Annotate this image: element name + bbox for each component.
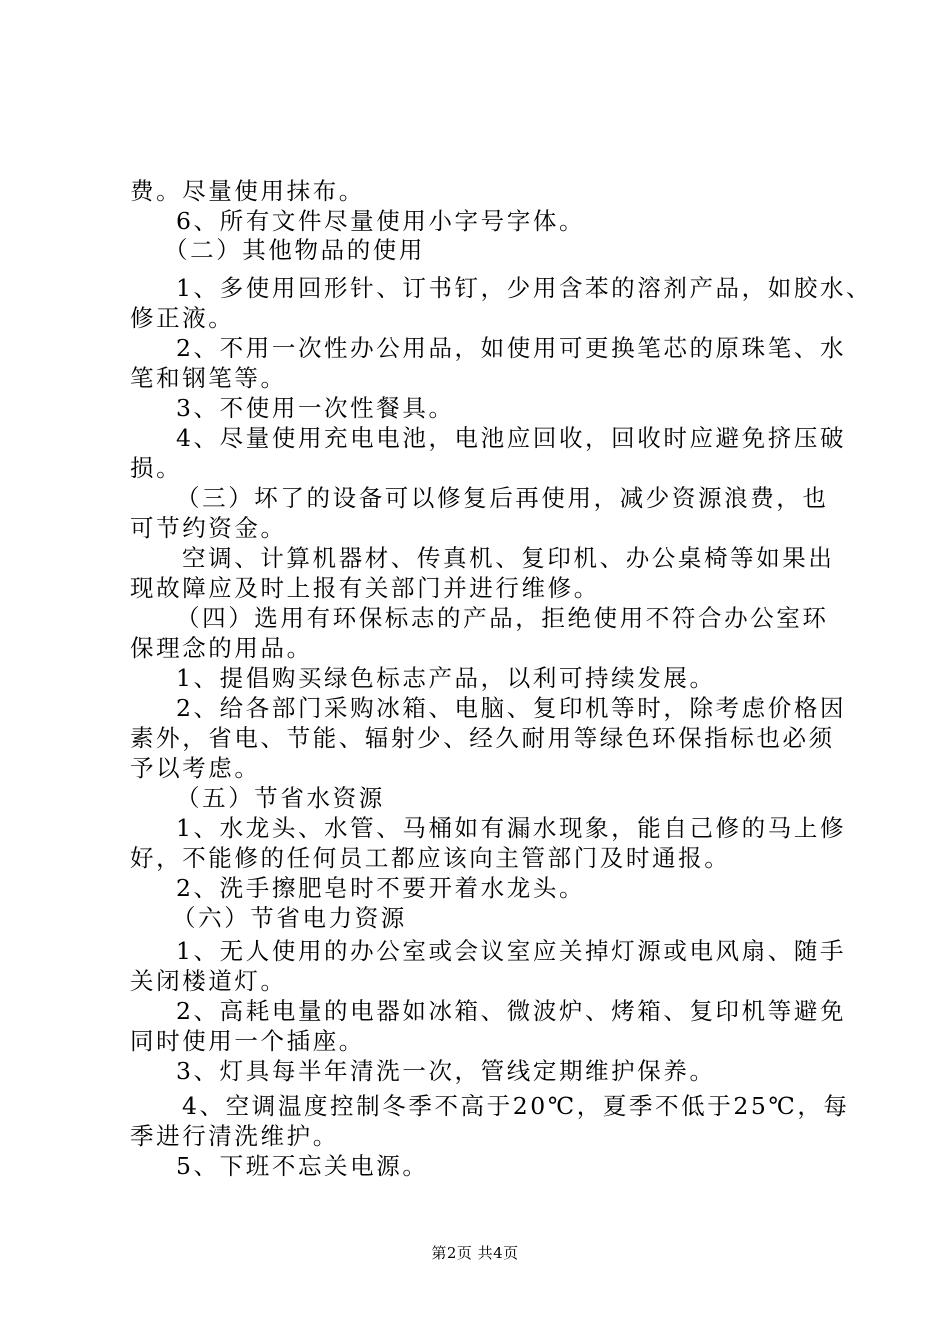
text-line: 2、洗手擦肥皂时不要开着水龙头。 <box>176 874 586 902</box>
section-heading: （五）节省水资源 <box>176 784 385 812</box>
text-line: 4、空调温度控制冬季不高于20℃，夏季不低于25℃，每 <box>182 1092 850 1120</box>
text-line: 3、灯具每半年清洗一次，管线定期维护保养。 <box>176 1057 716 1085</box>
text-line: 费。尽量使用抹布。 <box>130 177 365 205</box>
text-line: 2、高耗电量的电器如冰箱、微波炉、烤箱、复印机等避免 <box>176 997 847 1025</box>
text-line: 保理念的用品。 <box>130 634 313 662</box>
text-line: 修正液。 <box>130 304 235 332</box>
text-line: 笔和钢笔等。 <box>130 364 287 392</box>
text-line: 季进行清洗维护。 <box>130 1122 339 1150</box>
text-line: 可节约资金。 <box>130 514 287 542</box>
text-line: 1、多使用回形针、订书钉，少用含苯的溶剂产品，如胶水、 <box>176 274 873 302</box>
text-line: 予以考虑。 <box>130 754 261 782</box>
text-line: 损。 <box>130 454 183 482</box>
page-footer <box>0 1243 950 1263</box>
text-line: 6、所有文件尽量使用小字号字体。 <box>176 207 586 235</box>
text-line: 关闭楼道灯。 <box>130 967 287 995</box>
text-line: 1、无人使用的办公室或会议室应关掉灯源或电风扇、随手 <box>176 937 847 965</box>
text-line: 1、提倡购买绿色标志产品，以利可持续发展。 <box>176 664 716 692</box>
text-line: 2、给各部门采购冰箱、电脑、复印机等时，除考虑价格因 <box>176 694 847 722</box>
text-line: 素外，省电、节能、辐射少、经久耐用等绿色环保指标也必须 <box>130 724 835 752</box>
section-heading: （二）其他物品的使用 <box>164 236 425 264</box>
text-line: 3、不使用一次性餐具。 <box>176 394 455 422</box>
text-line: 5、下班不忘关电源。 <box>176 1152 429 1180</box>
section-heading: （四）选用有环保标志的产品，拒绝使用不符合办公室环 <box>176 604 829 632</box>
section-heading: （六）节省电力资源 <box>172 904 407 932</box>
text-line: 同时使用一个插座。 <box>130 1027 365 1055</box>
text-line: 空调、计算机器材、传真机、复印机、办公桌椅等如果出 <box>182 544 835 572</box>
page-indicator: 第2页 共4页 <box>431 1244 519 1262</box>
text-line: 2、不用一次性办公用品，如使用可更换笔芯的原珠笔、水 <box>176 334 847 362</box>
text-line: 现故障应及时上报有关部门并进行维修。 <box>130 574 600 602</box>
text-line: 1、水龙头、水管、马桶如有漏水现象，能自己修的马上修 <box>176 814 847 842</box>
section-heading: （三）坏了的设备可以修复后再使用，减少资源浪费，也 <box>176 484 829 512</box>
text-line: 好，不能修的任何员工都应该向主管部门及时通报。 <box>130 844 731 872</box>
text-line: 4、尽量使用充电电池，电池应回收，回收时应避免挤压破 <box>176 424 847 452</box>
